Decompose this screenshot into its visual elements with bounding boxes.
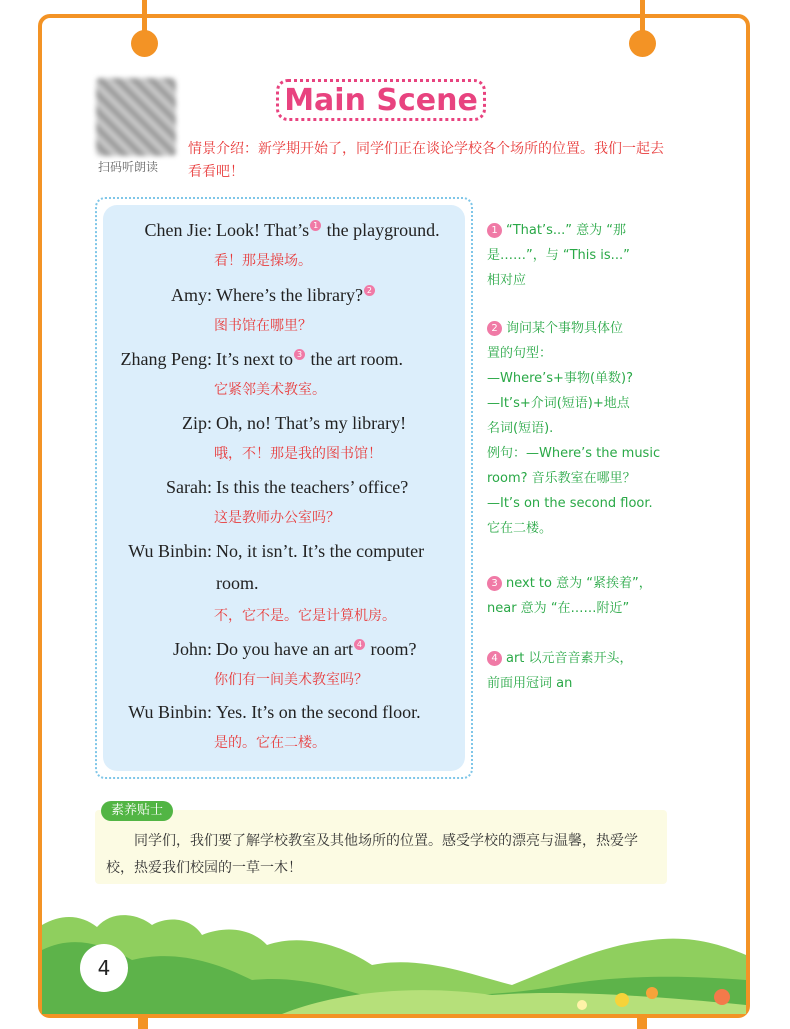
dialogue-speaker: Sarah: xyxy=(166,477,212,497)
dialogue-translation: 哦，不！那是我的图书馆！ xyxy=(214,446,382,462)
note-number: 4 xyxy=(487,651,502,666)
note-line: 1 “That’s...” 意为 “那 xyxy=(487,218,677,243)
note-line: 2 询问某个事物具体位 xyxy=(487,316,677,341)
note-line: 前面用冠词 an xyxy=(487,676,573,691)
scene-intro: 情景介绍：新学期开始了，同学们正在谈论学校各个场所的位置。我们一起去看看吧！ xyxy=(188,141,664,180)
dialogue-translation: 你们有一间美术教室吗？ xyxy=(214,672,368,688)
tip-label: 素养贴士 xyxy=(101,801,173,821)
dialogue-speaker: Wu Binbin: xyxy=(128,702,212,722)
dialogue-utterance: It’s next to 3 the art room. xyxy=(216,349,403,369)
note-line: near 意为 “在……附近” xyxy=(487,601,630,616)
note-block xyxy=(487,218,677,293)
dialogue-translation: 看！那是操场。 xyxy=(214,253,312,269)
note-line: —It’s on the second floor. xyxy=(487,496,653,511)
note-line: —Where’s+事物(单数)? xyxy=(487,371,633,386)
note-marker: 1 xyxy=(310,220,321,231)
note-line: 例句：—Where’s the music xyxy=(487,446,661,461)
dialogue-utterance: Do you have an art 4 room? xyxy=(216,639,417,659)
note-line: room? 音乐教室在哪里？ xyxy=(487,471,636,486)
note-line: 置的句型： xyxy=(487,346,553,361)
dialogue-utterance: Where’s the library? 2 xyxy=(216,285,376,306)
dialogue-translation: 它紧邻美术教室。 xyxy=(214,382,326,398)
note-line: 它在二楼。 xyxy=(487,521,553,536)
note-line: —It’s+介词(短语)+地点 xyxy=(487,396,630,411)
note-block xyxy=(487,571,677,621)
dialogue-utterance: Yes. It’s on the second floor. xyxy=(216,702,421,722)
dialogue-utterance: No, it isn’t. It’s the computer xyxy=(216,541,425,561)
note-block xyxy=(487,646,677,696)
note-number: 2 xyxy=(487,321,502,336)
dialogue-utterance: Is this the teachers’ office? xyxy=(216,477,409,497)
note-line: 是……”，与 “This is...” xyxy=(487,248,630,263)
note-marker: 4 xyxy=(354,639,365,650)
note-marker: 3 xyxy=(294,349,305,360)
dialogue-translation: 这是教师办公室吗？ xyxy=(214,510,340,526)
page-title: Main Scene xyxy=(276,79,486,121)
dialogue-speaker: Amy: xyxy=(170,285,212,305)
note-line: 3 next to 意为 “紧挨着”， xyxy=(487,571,677,596)
note-number: 3 xyxy=(487,576,502,591)
qr-label: 扫码听朗读 xyxy=(98,160,159,174)
dialogue-translation: 不，它不是。它是计算机房。 xyxy=(214,608,396,624)
note-marker: 2 xyxy=(364,285,375,296)
note-line: 相对应 xyxy=(487,273,527,288)
dialogue-utterance: Oh, no! That’s my library! xyxy=(216,413,407,433)
dialogue-utterance: Look! That’s 1 the playground. xyxy=(216,220,440,240)
scenery-illustration xyxy=(42,905,746,1014)
note-line: 4 art 以元音音素开头， xyxy=(487,646,677,671)
dialogue-translation: 图书馆在哪里？ xyxy=(214,318,312,334)
binder-tab-left xyxy=(138,1015,148,1029)
note-line: 名词(短语). xyxy=(487,421,554,436)
dialogue-speaker: Chen Jie: xyxy=(144,220,212,240)
page-number: 4 xyxy=(80,944,128,992)
dialogue-speaker: Zip: xyxy=(182,413,212,433)
dialogue-speaker: Wu Binbin: xyxy=(128,541,212,561)
dialogue-translation: 是的。它在二楼。 xyxy=(214,735,326,751)
note-number: 1 xyxy=(487,223,502,238)
dialogue-utterance-cont: room. xyxy=(216,573,259,593)
dialogue-speaker: Zhang Peng: xyxy=(120,349,212,369)
note-block xyxy=(487,316,677,541)
qr-code[interactable] xyxy=(96,78,176,156)
tip-text: 同学们，我们要了解学校教室及其他场所的位置。感受学校的漂亮与温馨，热爱学校，热爱我们校园的一草一木！ xyxy=(106,833,638,876)
dialogue-speaker: John: xyxy=(172,639,212,659)
binder-tab-right xyxy=(637,1015,647,1029)
